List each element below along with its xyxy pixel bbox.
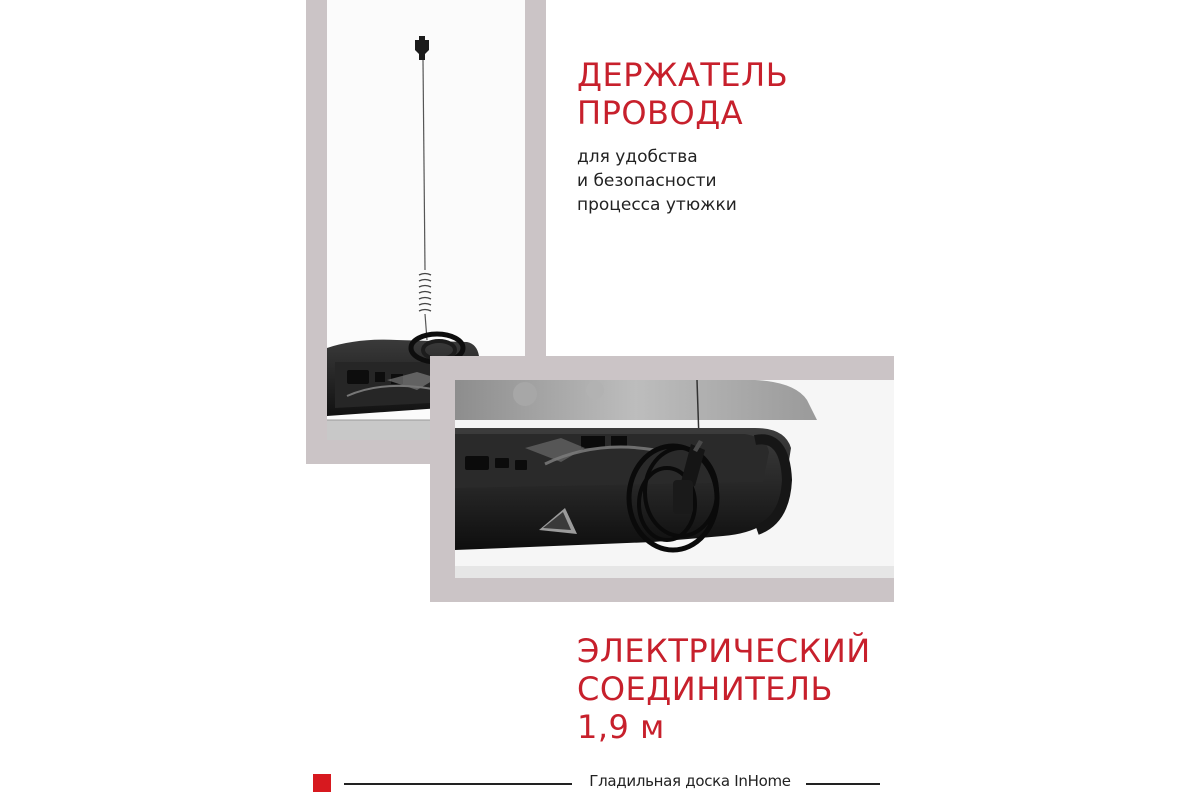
wire-holder-description [577, 145, 737, 217]
footer-caption: Гладильная доска InHome [589, 772, 791, 790]
electric-connector-title-line: 1,9 м [577, 708, 665, 746]
footer-divider-left [344, 783, 572, 785]
electric-connector-title-line: СОЕДИНИТЕЛЬ [577, 670, 833, 708]
electric-connector-title-line: ЭЛЕКТРИЧЕСКИЙ [577, 632, 871, 670]
connector-cable-photo [455, 380, 894, 578]
wire-holder-title-line: ДЕРЖАТЕЛЬ [577, 56, 789, 94]
footer-divider-right [806, 783, 880, 785]
wire-holder-title [577, 56, 897, 132]
wire-holder-description-line: для удобства [577, 147, 698, 167]
wire-holder-description-line: и безопасности [577, 171, 717, 191]
footer-accent-square [313, 774, 331, 792]
wire-holder-description-line: процесса утюжки [577, 195, 737, 215]
wire-holder-title-line: ПРОВОДА [577, 94, 744, 132]
electric-connector-title [577, 632, 977, 746]
connector-cable-illustration [455, 380, 894, 578]
